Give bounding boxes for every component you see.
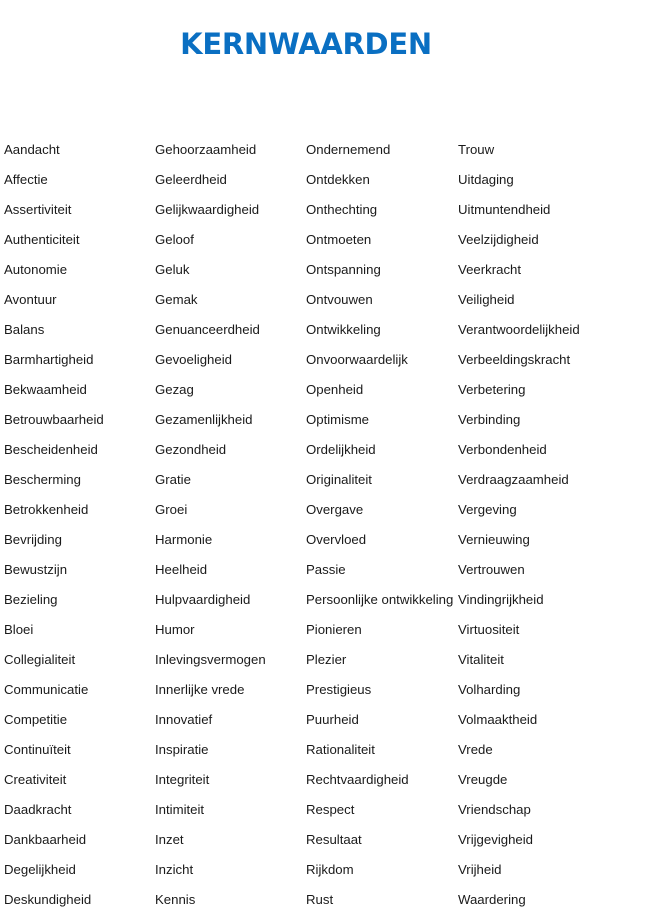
values-row bbox=[4, 404, 656, 434]
value-cell: Vriendschap bbox=[458, 801, 531, 817]
value-cell: Virtuositeit bbox=[458, 621, 520, 637]
value-cell: Inzicht bbox=[155, 861, 194, 877]
value-cell: Verbeeldingskracht bbox=[458, 351, 571, 367]
value-cell: Authenticiteit bbox=[4, 231, 80, 247]
value-cell: Affectie bbox=[4, 171, 48, 187]
value-cell: Intimiteit bbox=[155, 801, 205, 817]
values-row bbox=[4, 614, 656, 644]
value-cell: Bewustzijn bbox=[4, 561, 68, 577]
value-cell: Plezier bbox=[306, 651, 347, 667]
value-cell: Verantwoordelijkheid bbox=[458, 321, 580, 337]
page-title: KERNWAARDEN bbox=[180, 27, 432, 61]
value-cell: Ontvouwen bbox=[306, 291, 373, 307]
value-cell: Veelzijdigheid bbox=[458, 231, 539, 247]
value-cell: Balans bbox=[4, 321, 45, 337]
value-cell: Verbinding bbox=[458, 411, 521, 427]
values-row bbox=[4, 254, 656, 284]
value-cell: Uitmuntendheid bbox=[458, 201, 551, 217]
value-cell: Vrede bbox=[458, 741, 493, 757]
value-cell: Vernieuwing bbox=[458, 531, 530, 547]
value-cell: Collegialiteit bbox=[4, 651, 76, 667]
values-row bbox=[4, 764, 656, 794]
value-cell: Verdraagzaamheid bbox=[458, 471, 569, 487]
value-cell: Deskundigheid bbox=[4, 891, 92, 907]
value-cell: Verbondenheid bbox=[458, 441, 547, 457]
value-cell: Gehoorzaamheid bbox=[155, 141, 257, 157]
value-cell: Vergeving bbox=[458, 501, 517, 517]
values-row bbox=[4, 884, 656, 914]
value-cell: Gratie bbox=[155, 471, 191, 487]
value-cell: Rijkdom bbox=[306, 861, 354, 877]
value-cell: Ordelijkheid bbox=[306, 441, 376, 457]
values-row bbox=[4, 794, 656, 824]
value-cell: Humor bbox=[155, 621, 195, 637]
values-grid bbox=[4, 134, 656, 914]
values-row bbox=[4, 674, 656, 704]
values-row bbox=[4, 134, 656, 164]
value-cell: Waardering bbox=[458, 891, 526, 907]
values-row bbox=[4, 464, 656, 494]
values-row bbox=[4, 374, 656, 404]
value-cell: Ontwikkeling bbox=[306, 321, 381, 337]
value-cell: Degelijkheid bbox=[4, 861, 76, 877]
value-cell: Inspiratie bbox=[155, 741, 209, 757]
value-cell: Dankbaarheid bbox=[4, 831, 87, 847]
values-row bbox=[4, 584, 656, 614]
value-cell: Bescherming bbox=[4, 471, 81, 487]
values-row bbox=[4, 284, 656, 314]
value-cell: Bescheidenheid bbox=[4, 441, 98, 457]
value-cell: Creativiteit bbox=[4, 771, 67, 787]
value-cell: Bekwaamheid bbox=[4, 381, 87, 397]
value-cell: Ontdekken bbox=[306, 171, 370, 187]
value-cell: Kennis bbox=[155, 891, 196, 907]
value-cell: Volmaaktheid bbox=[458, 711, 538, 727]
value-cell: Onvoorwaardelijk bbox=[306, 351, 408, 367]
values-row bbox=[4, 704, 656, 734]
value-cell: Heelheid bbox=[155, 561, 208, 577]
value-cell: Puurheid bbox=[306, 711, 359, 727]
value-cell: Ondernemend bbox=[306, 141, 391, 157]
value-cell: Aandacht bbox=[4, 141, 60, 157]
value-cell: Geluk bbox=[155, 261, 190, 277]
value-cell: Gezamenlijkheid bbox=[155, 411, 253, 427]
value-cell: Betrokkenheid bbox=[4, 501, 89, 517]
values-row bbox=[4, 734, 656, 764]
value-cell: Originaliteit bbox=[306, 471, 372, 487]
value-cell: Pionieren bbox=[306, 621, 362, 637]
value-cell: Veiligheid bbox=[458, 291, 515, 307]
value-cell: Competitie bbox=[4, 711, 68, 727]
value-cell: Ontspanning bbox=[306, 261, 381, 277]
value-cell: Bezieling bbox=[4, 591, 58, 607]
value-cell: Verbetering bbox=[458, 381, 526, 397]
value-cell: Geloof bbox=[155, 231, 194, 247]
values-row bbox=[4, 854, 656, 884]
value-cell: Vreugde bbox=[458, 771, 508, 787]
value-cell: Vrijheid bbox=[458, 861, 502, 877]
value-cell: Innovatief bbox=[155, 711, 213, 727]
values-row bbox=[4, 194, 656, 224]
value-cell: Continuïteit bbox=[4, 741, 71, 757]
value-cell: Veerkracht bbox=[458, 261, 522, 277]
value-cell: Avontuur bbox=[4, 291, 57, 307]
value-cell: Integriteit bbox=[155, 771, 210, 787]
value-cell: Overvloed bbox=[306, 531, 367, 547]
value-cell: Genuanceerdheid bbox=[155, 321, 260, 337]
value-cell: Respect bbox=[306, 801, 355, 817]
value-cell: Harmonie bbox=[155, 531, 213, 547]
value-cell: Vindingrijkheid bbox=[458, 591, 544, 607]
value-cell: Rationaliteit bbox=[306, 741, 375, 757]
values-row bbox=[4, 494, 656, 524]
value-cell: Vertrouwen bbox=[458, 561, 525, 577]
value-cell: Groei bbox=[155, 501, 188, 517]
value-cell: Gemak bbox=[155, 291, 198, 307]
values-row bbox=[4, 164, 656, 194]
value-cell: Openheid bbox=[306, 381, 364, 397]
value-cell: Betrouwbaarheid bbox=[4, 411, 104, 427]
value-cell: Communicatie bbox=[4, 681, 89, 697]
value-cell: Daadkracht bbox=[4, 801, 72, 817]
value-cell: Bloei bbox=[4, 621, 34, 637]
value-cell: Hulpvaardigheid bbox=[155, 591, 251, 607]
value-cell: Barmhartigheid bbox=[4, 351, 94, 367]
values-row bbox=[4, 344, 656, 374]
value-cell: Gevoeligheid bbox=[155, 351, 232, 367]
values-row bbox=[4, 524, 656, 554]
value-cell: Volharding bbox=[458, 681, 521, 697]
value-cell: Inzet bbox=[155, 831, 184, 847]
value-cell: Overgave bbox=[306, 501, 364, 517]
value-cell: Rechtvaardigheid bbox=[306, 771, 409, 787]
values-row bbox=[4, 644, 656, 674]
value-cell: Autonomie bbox=[4, 261, 68, 277]
values-row bbox=[4, 554, 656, 584]
value-cell: Uitdaging bbox=[458, 171, 514, 187]
value-cell: Persoonlijke ontwikkeling bbox=[306, 591, 454, 607]
value-cell: Passie bbox=[306, 561, 346, 577]
value-cell: Optimisme bbox=[306, 411, 370, 427]
values-row bbox=[4, 824, 656, 854]
values-row bbox=[4, 434, 656, 464]
value-cell: Inlevingsvermogen bbox=[155, 651, 266, 667]
value-cell: Vrijgevigheid bbox=[458, 831, 534, 847]
value-cell: Geleerdheid bbox=[155, 171, 227, 187]
value-cell: Onthechting bbox=[306, 201, 378, 217]
value-cell: Assertiviteit bbox=[4, 201, 72, 217]
value-cell: Rust bbox=[306, 891, 334, 907]
value-cell: Innerlijke vrede bbox=[155, 681, 245, 697]
value-cell: Gezondheid bbox=[155, 441, 227, 457]
value-cell: Prestigieus bbox=[306, 681, 372, 697]
value-cell: Vitaliteit bbox=[458, 651, 504, 667]
value-cell: Trouw bbox=[458, 141, 495, 157]
value-cell: Gelijkwaardigheid bbox=[155, 201, 260, 217]
value-cell: Bevrijding bbox=[4, 531, 62, 547]
value-cell: Ontmoeten bbox=[306, 231, 372, 247]
value-cell: Gezag bbox=[155, 381, 194, 397]
values-row bbox=[4, 224, 656, 254]
values-row bbox=[4, 314, 656, 344]
value-cell: Resultaat bbox=[306, 831, 362, 847]
